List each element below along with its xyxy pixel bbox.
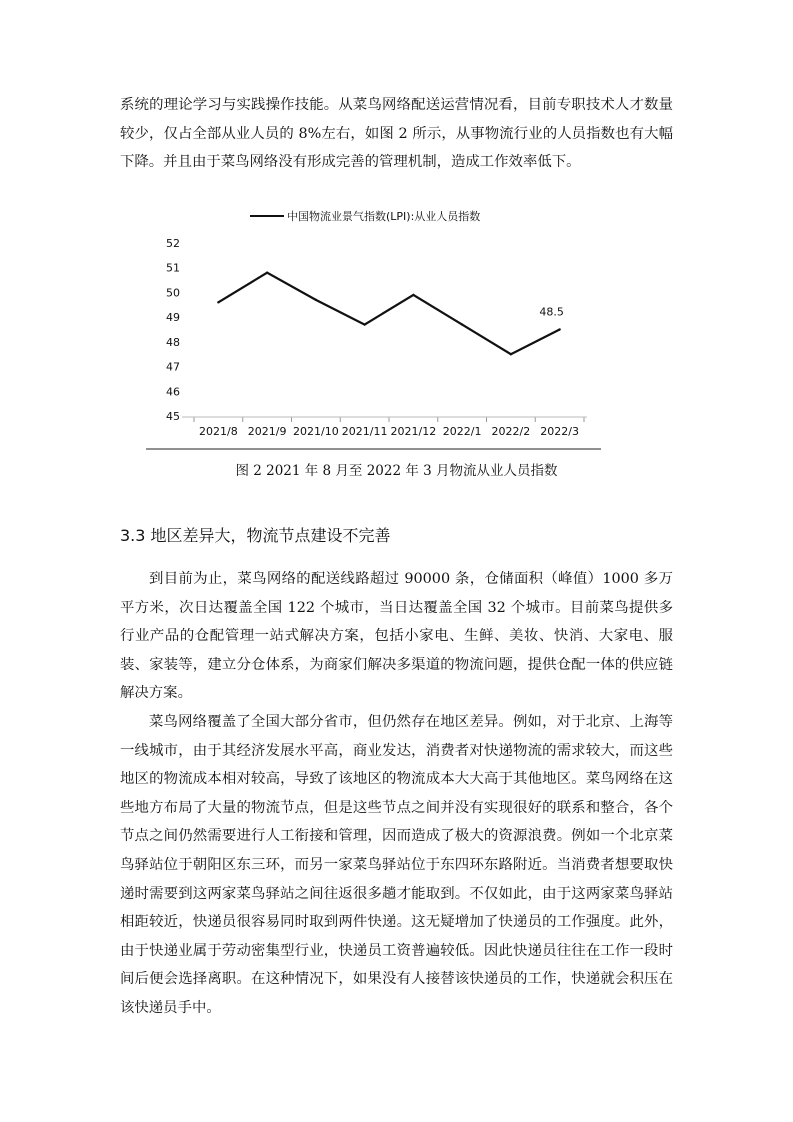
x-tick-label: 2021/12 <box>390 425 437 438</box>
y-tick-label: 50 <box>166 286 180 300</box>
x-tick-label: 2021/8 <box>199 425 238 438</box>
y-tick-label: 51 <box>166 261 180 275</box>
x-tick-label: 2022/1 <box>442 425 482 438</box>
x-axis-ticks <box>199 425 579 438</box>
y-tick-label: 48 <box>166 335 180 349</box>
legend-label: 中国物流业景气指数(LPI):从业人员指数 <box>287 210 481 223</box>
y-tick-label: 46 <box>166 385 180 399</box>
figure-line-chart <box>146 201 601 450</box>
x-tick-label: 2022/2 <box>491 425 531 438</box>
x-tick-label: 2021/10 <box>293 425 339 438</box>
x-axis-dividers <box>194 417 584 422</box>
x-tick-label: 2022/3 <box>540 425 579 438</box>
x-tick-label: 2021/11 <box>341 425 388 438</box>
series-line <box>218 273 559 355</box>
series-group <box>217 271 561 355</box>
data-point <box>266 271 268 273</box>
y-axis-ticks <box>166 237 180 423</box>
legend <box>250 209 480 223</box>
body-paragraph-top: 系统的理论学习与实践操作技能。从菜鸟网络配送运营情况看，目前专职技术人才数量较少，仅占全部从业人员的 8%左右，如图 2 所示，从事物流行业的人员指数也有大幅下降。并且由于菜鸟网络没有形成完善的管理机制，造成工作效率低下。 <box>120 97 673 171</box>
data-point <box>217 301 219 303</box>
body-paragraph-1: 到目前为止，菜鸟网络的配送线路超过 90000 条，仓储面积（峰值）1000 多万平方米，次日达覆盖全国 122 个城市，当日达覆盖全国 32 个城市。目前菜鸟提供多行业产品的仓配管理一站式解决方案，包括小家电、生鲜、美妆、快消、大家电、服装、家装等，建立分仓体系，为商家们解决多渠道的物流问题，提供仓配一体的供应链解决方案。 <box>120 571 673 702</box>
y-tick-label: 52 <box>166 237 180 250</box>
data-labels <box>539 306 564 319</box>
y-tick-label: 47 <box>166 360 180 374</box>
y-tick-label: 49 <box>166 311 180 325</box>
data-point <box>363 323 365 325</box>
data-point <box>315 299 317 301</box>
y-tick-label: 45 <box>166 410 180 423</box>
data-point <box>558 328 560 330</box>
employee-index-chart <box>146 201 601 450</box>
body-paragraph-2: 菜鸟网络覆盖了全国大部分省市，但仍然存在地区差异。例如，对于北京、上海等一线城市，由于其经济发展水平高，商业发达，消费者对快递物流的需求较大，而这些地区的物流成本相对较高，导致了该地区的物流成本大大高于其他地区。菜鸟网络在这些地方布局了大量的物流节点，但是这些节点之间并没有实现很好的联系和整合，各个节点之间仍然需要进行人工衔接和管理，因而造成了极大的资源浪费。例如一个北京菜鸟驿站位于朝阳区东三环，而另一家菜鸟驿站位于东四环东路附近。当消费者想要取快递时需要到这两家菜鸟驿站之间往返很多趟才能取到。不仅如此，由于这两家菜鸟驿站相距较近，快递员很容易同时取到两件快递。这无疑增加了快递员的工作强度。此外，由于快递业属于劳动密集型行业，快递员工资普遍较低。因此快递员往往在工作一段时间后便会选择离职。在这种情况下，如果没有人接替该快递员的工作，快递就会积压在该快递员手中。 <box>120 714 673 1016</box>
data-point <box>412 294 414 296</box>
data-point <box>510 353 512 355</box>
x-tick-label: 2021/9 <box>247 425 287 438</box>
section-heading: 3.3 地区差异大，物流节点建设不完善 <box>120 526 391 545</box>
data-point <box>461 323 463 325</box>
figure-caption: 图 2 2021 年 8 月至 2022 年 3 月物流从业人员指数 <box>235 463 558 479</box>
data-label: 48.5 <box>539 305 564 319</box>
